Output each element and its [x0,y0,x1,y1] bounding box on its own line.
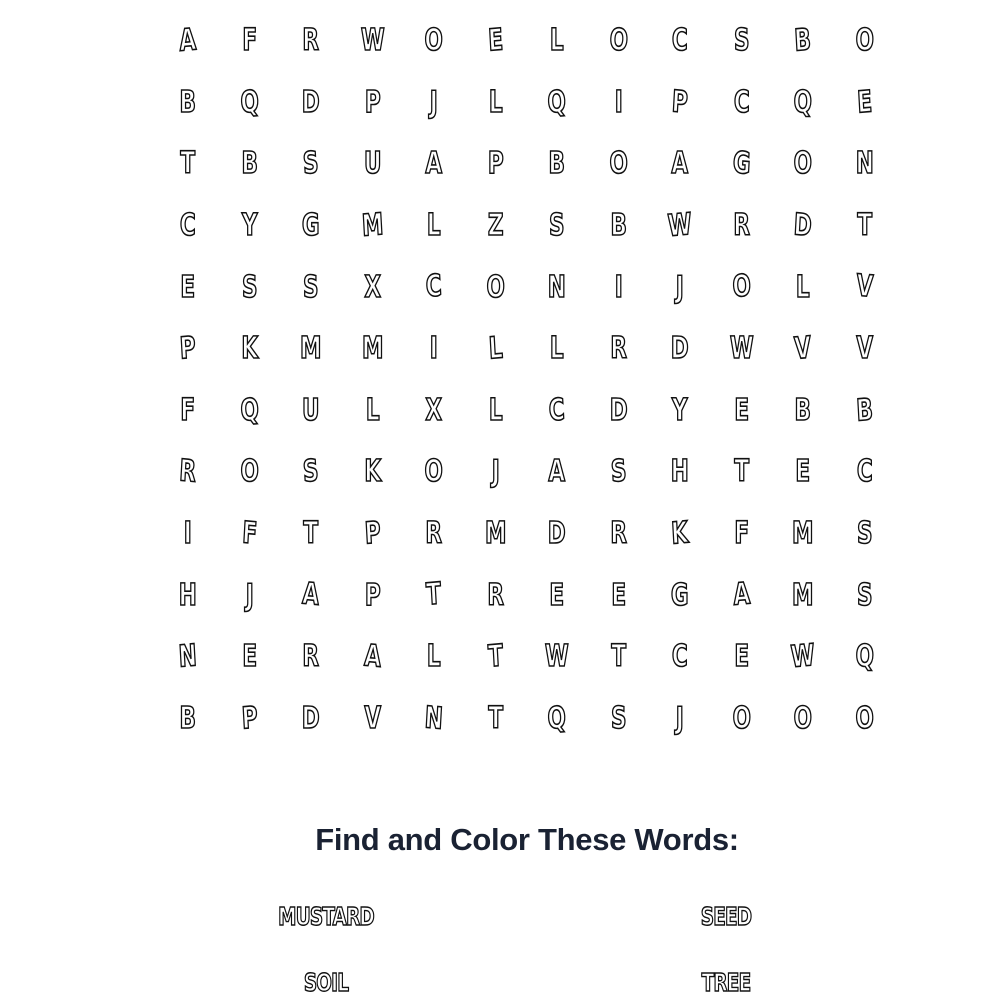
grid-letter[interactable]: B [548,146,565,182]
grid-letter[interactable]: G [301,208,320,244]
grid-letter[interactable]: L [488,392,503,428]
grid-letter[interactable]: D [301,84,320,120]
grid-letter[interactable]: O [424,454,443,490]
grid-letter[interactable]: R [486,577,504,613]
grid-letter[interactable]: F [733,516,749,552]
grid-letter[interactable]: Q [546,700,567,737]
grid-letter[interactable]: M [360,207,384,244]
grid-letter[interactable]: E [549,577,565,613]
grid-letter[interactable]: S [733,23,750,59]
grid-letter[interactable]: Y [241,208,258,244]
grid-letter[interactable]: I [183,516,192,552]
grid-letter[interactable]: S [609,453,627,491]
grid-letter[interactable]: O [854,700,875,737]
grid-letter[interactable]: U [301,392,320,428]
grid-letter[interactable]: E [733,392,749,428]
grid-letter[interactable]: T [856,208,872,244]
grid-letter[interactable]: E [733,639,749,675]
grid-letter[interactable]: L [549,331,564,367]
grid-letter[interactable]: J [675,700,684,736]
grid-letter[interactable]: Q [546,84,567,121]
grid-letter[interactable]: E [855,84,873,121]
grid-letter[interactable]: A [178,22,198,59]
grid-letter[interactable]: D [609,392,628,428]
grid-letter[interactable]: V [363,700,381,736]
grid-letter[interactable]: J [429,84,438,120]
grid-letter[interactable]: A [425,146,443,182]
grid-letter[interactable]: R [302,639,320,675]
grid-letter[interactable]: Z [487,208,504,244]
grid-letter[interactable]: S [548,208,565,244]
grid-letter[interactable]: C [179,208,196,244]
grid-letter[interactable]: F [240,515,258,552]
grid-letter[interactable]: G [731,145,752,183]
grid-letter[interactable]: T [610,639,626,675]
grid-letter[interactable]: T [303,516,319,552]
grid-letter[interactable]: M [792,577,814,613]
grid-letter[interactable]: B [241,146,258,182]
grid-letter[interactable]: T [180,146,196,182]
grid-letter[interactable]: L [795,269,810,305]
letter-grid [157,10,897,750]
grid-letter[interactable]: O [608,22,629,60]
grid-letter[interactable]: H [178,577,197,613]
grid-letter[interactable]: B [793,22,812,59]
grid-letter[interactable]: Q [239,84,260,121]
grid-letter[interactable]: M [484,516,506,552]
grid-letter[interactable]: O [424,23,443,59]
grid-letter[interactable]: N [547,269,566,305]
grid-letter[interactable]: W [789,638,816,676]
grid-letter[interactable]: S [302,145,320,183]
grid-letter[interactable]: O [486,269,505,305]
grid-letter[interactable]: S [302,453,320,491]
grid-letter[interactable]: O [793,700,812,736]
grid-letter[interactable]: O [793,146,812,182]
grid-letter[interactable]: J [245,577,254,613]
grid-letter[interactable]: E [180,269,196,305]
grid-letter[interactable]: P [364,577,381,613]
grid-letter[interactable]: L [365,392,380,428]
grid-letter[interactable]: J [491,454,500,490]
grid-letter[interactable]: V [854,268,874,306]
grid-letter[interactable]: D [670,331,689,367]
word-list-item: SOIL [303,968,349,997]
grid-letter[interactable]: K [240,331,258,367]
grid-letter[interactable]: C [424,269,443,306]
grid-letter[interactable]: W [666,207,693,245]
grid-letter[interactable]: Q [793,84,812,120]
grid-letter[interactable]: O [240,454,259,490]
grid-letter[interactable]: P [240,700,259,737]
grid-letter[interactable]: J [675,269,684,305]
grid-letter[interactable]: R [302,23,320,59]
grid-letter[interactable]: N [423,700,444,737]
grid-letter[interactable]: H [670,454,689,490]
grid-letter[interactable]: W [729,331,754,367]
grid-letter[interactable]: S [241,269,258,305]
grid-letter[interactable]: L [488,84,503,120]
grid-letter[interactable]: D [547,516,566,552]
grid-letter[interactable]: X [425,392,443,428]
grid-letter[interactable]: C [671,23,688,59]
grid-letter[interactable]: D [792,207,813,244]
grid-letter[interactable]: R [732,208,750,244]
grid-letter[interactable]: L [426,639,441,675]
grid-letter[interactable]: P [364,84,381,120]
grid-letter[interactable]: G [670,577,689,613]
grid-letter[interactable]: C [671,639,688,675]
grid-letter[interactable]: S [856,577,873,613]
grid-letter[interactable]: E [795,454,811,490]
grid-letter[interactable]: W [544,639,569,675]
grid-letter[interactable]: I [614,84,623,120]
grid-letter[interactable]: E [486,22,504,59]
grid-letter[interactable]: I [614,269,623,305]
grid-letter[interactable]: B [179,84,196,120]
grid-letter[interactable]: M [300,331,322,367]
word-list-item: MUSTARD [278,902,374,931]
grid-letter[interactable]: C [856,454,873,490]
grid-letter[interactable]: N [177,638,198,675]
grid-letter[interactable]: P [178,330,197,367]
grid-letter[interactable]: A [731,576,751,614]
grid-letter[interactable]: S [610,700,627,736]
grid-letter[interactable]: W [360,23,385,59]
grid-letter[interactable]: U [363,146,382,182]
grid-letter[interactable]: Y [671,392,688,428]
grid-letter[interactable]: A [362,638,382,675]
grid-letter[interactable]: A [301,576,321,614]
grid-letter[interactable]: B [855,392,874,429]
grid-letter[interactable]: C [547,392,566,429]
grid-letter[interactable]: E [610,577,626,613]
grid-letter[interactable]: P [487,146,504,182]
grid-letter[interactable]: R [609,516,627,552]
grid-letter[interactable]: O [731,268,752,306]
grid-letter[interactable]: L [426,208,441,244]
grid-letter[interactable]: D [301,700,320,736]
grid-letter[interactable]: K [363,454,381,490]
grid-letter[interactable]: O [608,145,629,183]
word-list-item: SEED [700,902,752,931]
grid-letter[interactable]: S [856,516,873,552]
grid-letter[interactable]: M [792,516,814,552]
grid-letter[interactable]: F [180,392,196,428]
grid-letter[interactable]: B [179,700,196,736]
word-list-heading: Find and Color These Words: [315,822,739,857]
grid-letter[interactable]: B [610,208,627,244]
grid-letter[interactable]: T [487,700,503,736]
grid-letter[interactable]: R [609,331,627,367]
grid-letter[interactable]: Q [239,392,260,429]
grid-letter[interactable]: Q [855,639,874,675]
grid-letter[interactable]: P [670,84,689,121]
grid-letter[interactable]: C [733,84,750,120]
grid-letter[interactable]: P [363,515,382,552]
grid-letter[interactable]: T [425,577,443,614]
grid-letter[interactable]: L [487,330,504,367]
grid-letter[interactable]: R [425,516,443,552]
grid-letter[interactable]: R [178,453,198,491]
grid-letter[interactable]: M [361,331,383,367]
grid-letter[interactable]: A [548,454,566,490]
grid-letter[interactable]: E [241,639,257,675]
grid-letter[interactable]: B [794,392,811,428]
grid-letter[interactable]: T [733,454,749,490]
grid-letter[interactable]: I [429,331,438,367]
grid-letter[interactable]: X [363,269,381,305]
grid-letter[interactable]: V [793,330,813,367]
grid-letter[interactable]: V [855,331,873,367]
grid-letter[interactable]: O [732,700,751,736]
grid-letter[interactable]: A [671,146,689,182]
grid-letter[interactable]: K [670,515,690,552]
grid-letter[interactable]: F [241,23,257,59]
grid-letter[interactable]: O [855,23,874,59]
grid-letter[interactable]: S [302,269,319,305]
grid-letter[interactable]: L [549,23,564,59]
word-list-item: TREE [701,968,751,997]
grid-letter[interactable]: T [486,638,504,675]
grid-letter[interactable]: N [855,146,874,182]
